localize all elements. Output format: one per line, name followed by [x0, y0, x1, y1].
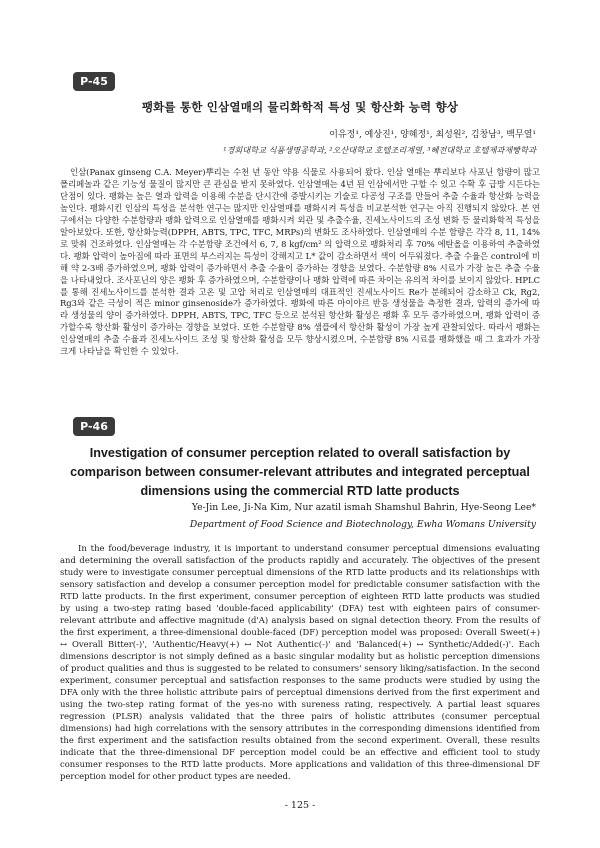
- page-number: - 125 -: [284, 800, 316, 811]
- p45-badge: P-45: [73, 72, 115, 91]
- p46-title: Investigation of consumer perception related to overall satisfaction by comparison between consumer-relevant attributes and integrated perceptual dimensions using the commercial RTD latte products: [70, 446, 530, 498]
- p46-abstract: In the food/beverage industry, it is important to understand consumer perceptual dimensions evaluating and determining the overall satisfaction of the products rapidly and accurately. The objectives of the present study were to investigate consumer perceptual dimensions of the RTD latte products and its relationships with sensory satisfaction and develop a consumer perception model for predictable consumer satisfaction with the RTD latte products. In the first experiment, consumer perception of eighteen RTD latte products was studied by using a two-step rating based 'double-faced applicability' (DFA) test with eighteen pairs of consumer-relevant attribute and affective magnitude (d'A) analysis based on signal detection theory. From the results of the first experiment, a three-dimensional double-faced (DF) perception model was proposed: Overall Sweet(+) ↔ Overall Bitter(-)', 'Authentic/Heavy(+) ↔ Not Authentic(-)' and 'Balanced(+) ↔ Synthetic/Added(-)'. Each dimensions descriptor is not simply defined as a basic singular modality but as holistic perception dimensions of product qualities and thus is suggested to be related to consumers' sensory liking/satisfaction. In the second experiment, consumer perceptual and satisfaction responses to the same products were studied by using the DFA only with the three holistic attribute pairs of perceptual dimensions derived from the first experiment and using the two-step rating format of the yes-no with sureness rating, respectively. A partial least squares regression (PLSR) analysis validated that the three pairs of holistic attributes (consumer perceptual dimensions) had high correlations with the sensory attributes in the corresponding dimensions identified from the first experiment and the satisfaction results obtained from the second experiment. Overall, these results indicate that the three-dimensional DF perception model could be an effective and efficient tool to study consumer responses to the RTD latte products. More applications and validation of this three-dimensional DF perception model for other product types are needed.: [60, 543, 540, 782]
- p46-badge: P-46: [73, 417, 115, 436]
- p45-title: 팽화를 통한 인삼열매의 물리화학적 특성 및 항산화 능력 향상: [141, 100, 459, 114]
- p45-affiliations: ¹경희대학교 식품생명공학과, ²오산대학교 호텔조리계열, ³혜전대학교 호텔제과제빵학과: [223, 145, 536, 155]
- p46-authors: Ye-Jin Lee, Ji-Na Kim, Nur azatil ismah Shamshul Bahrin, Hye-Seong Lee*: [191, 502, 536, 513]
- p46-affiliation: Department of Food Science and Biotechnology, Ewha Womans University: [189, 519, 536, 530]
- p45-authors: 이유정¹, 예상진¹, 양혜정¹, 최성원², 김창남³, 백무열¹: [329, 130, 536, 140]
- p45-abstract: 인삼(Panax ginseng C.A. Meyer)뿌리는 수천 년 동안 약용 식물로 사용되어 왔다. 인삼 열매는 뿌리보다 사포닌 함량이 많고 폴리페놀과 같은 기능성 물질이 많지만 큰 관심을 받지 못하였다. 인삼열매는 4년 된 인삼에서만 구할 수 있고 수확 후 급방 시든다는 단점이 있다. 팽화는 높은 열과 압력을 이용해 수분을 단시간에 증발시키는 기술로 다공성 구조를 만들어 추출 수율과 항산화 능력을 높인다. 팽화시킨 인삼의 특성을 분석한 연구는 많지만 인삼열매를 팽화시켜 특성을 비교분석한 연구는 아직 진행되지 않았다. 본 연구에서는 다양한 수분함량과 팽화 압력으로 인삼열매를 팽화시켜 외관 및 추출수율, 진세노사이드의 조성 변화 등 물리화학적 특성을 알아보았다. 또한, 항산화능력(DPPH, ABTS, TPC, TFC, MRPs)의 변화도 조사하였다. 인삼열매의 수분 함량은 각각 8, 11, 14%로 맞춰 건조하였다. 인삼열매는 각 수분함량 조건에서 6, 7, 8 kgf/cm² 의 압력으로 팽화처리 후 70% 에탄올을 이용하여 추출하였다. 팽화 압력이 높아짐에 따라 표면의 부스러지는 특성이 강해지고 L* 값이 감소하면서 색이 어두워졌다. 추출 수율은 control에 비해 약 2-3배 증가하였으며, 팽화 압력이 증가하면서 추출 수율이 증가하는 경향을 보였다. 수분함량 8% 시료가 가장 높은 추출 수율을 나타내었다. 조사포닌의 양은 팽화 후 증가하였으며, 수분함량이나 팽화 압력에 따른 차이는 유의적 차이를 보이지 않았다. HPLC를 통해 진세노사이드를 분석한 결과 고온 및 고압 처리로 인삼열매의 대표적인 진세노사이드 Re가 분해되어 감소하고 Ck, Rg2, Rg3와 같은 극성이 적은 minor ginsenoside가 증가하였다. 팽화에 따른 마이야르 반응 생성물을 측정한 결과, 압력의 증가에 따라 생성물의 양이 증가하였다. DPPH, ABTS, TPC, TFC 등으로 분석된 항산화 활성은 팽화 후 모두 증가하였으며, 팽화 압력이 증가할수록 항산화 활성이 증가하는 경향을 보였다. 또한 수분함량 8% 샘플에서 항산화 활성이 가장 높게 관찰되었다. 따라서 팽화는 인삼열매의 추출 수율과 진세노사이드 조성 및 항산화 활성을 모두 향상시켰으며, 수분함량 8% 시료를 팽화했을 때 그 효과가 가장 크게 나타남을 확인한 수 있었다.: [60, 167, 540, 357]
